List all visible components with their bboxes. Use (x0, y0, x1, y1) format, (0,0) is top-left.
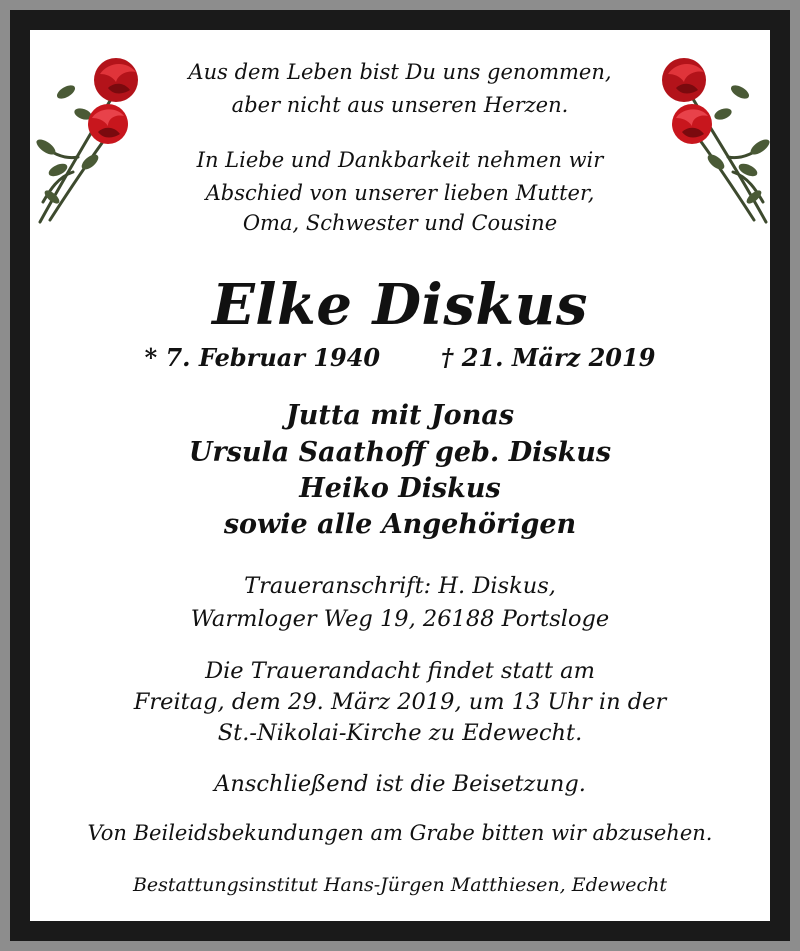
service-line-3: St.-Nikolai-Kirche zu Edewecht. (217, 720, 583, 746)
intro-line-3: Oma, Schwester und Cousine (242, 211, 558, 235)
condolence-note: Von Beileidsbekundungen am Grabe bitten wir abzusehen. (87, 821, 713, 845)
mourner-line: Ursula Saathoff geb. Diskus (188, 437, 612, 468)
service-line-1: Die Trauerandacht findet statt am (205, 658, 595, 684)
mourner-line: Jutta mit Jonas (285, 400, 515, 431)
intro-line-2: Abschied von unserer lieben Mutter, (205, 181, 595, 205)
deceased-name: Elke Diskus (212, 272, 588, 338)
address-line-1: Traueranschrift: H. Diskus, (244, 573, 556, 599)
funeral-home: Bestattungsinstitut Hans-Jürgen Matthiesen, Edewecht (132, 874, 668, 896)
birth-date: * 7. Februar 1940 (144, 343, 381, 372)
life-dates (0, 343, 800, 372)
verse-line-2: aber nicht aus unseren Herzen. (231, 93, 569, 117)
verse-line-1: Aus dem Leben bist Du uns genommen, (188, 60, 612, 84)
address-line-2: Warmloger Weg 19, 26188 Portsloge (190, 606, 610, 632)
service-line-2: Freitag, dem 29. März 2019, um 13 Uhr in der (133, 689, 667, 715)
death-date: † 21. März 2019 (440, 343, 656, 372)
mourner-line: Heiko Diskus (299, 473, 501, 504)
burial-note: Anschließend ist die Beisetzung. (214, 771, 586, 797)
intro-line-1: In Liebe und Dankbarkeit nehmen wir (196, 148, 604, 172)
mourner-line: sowie alle Angehörigen (223, 509, 577, 540)
